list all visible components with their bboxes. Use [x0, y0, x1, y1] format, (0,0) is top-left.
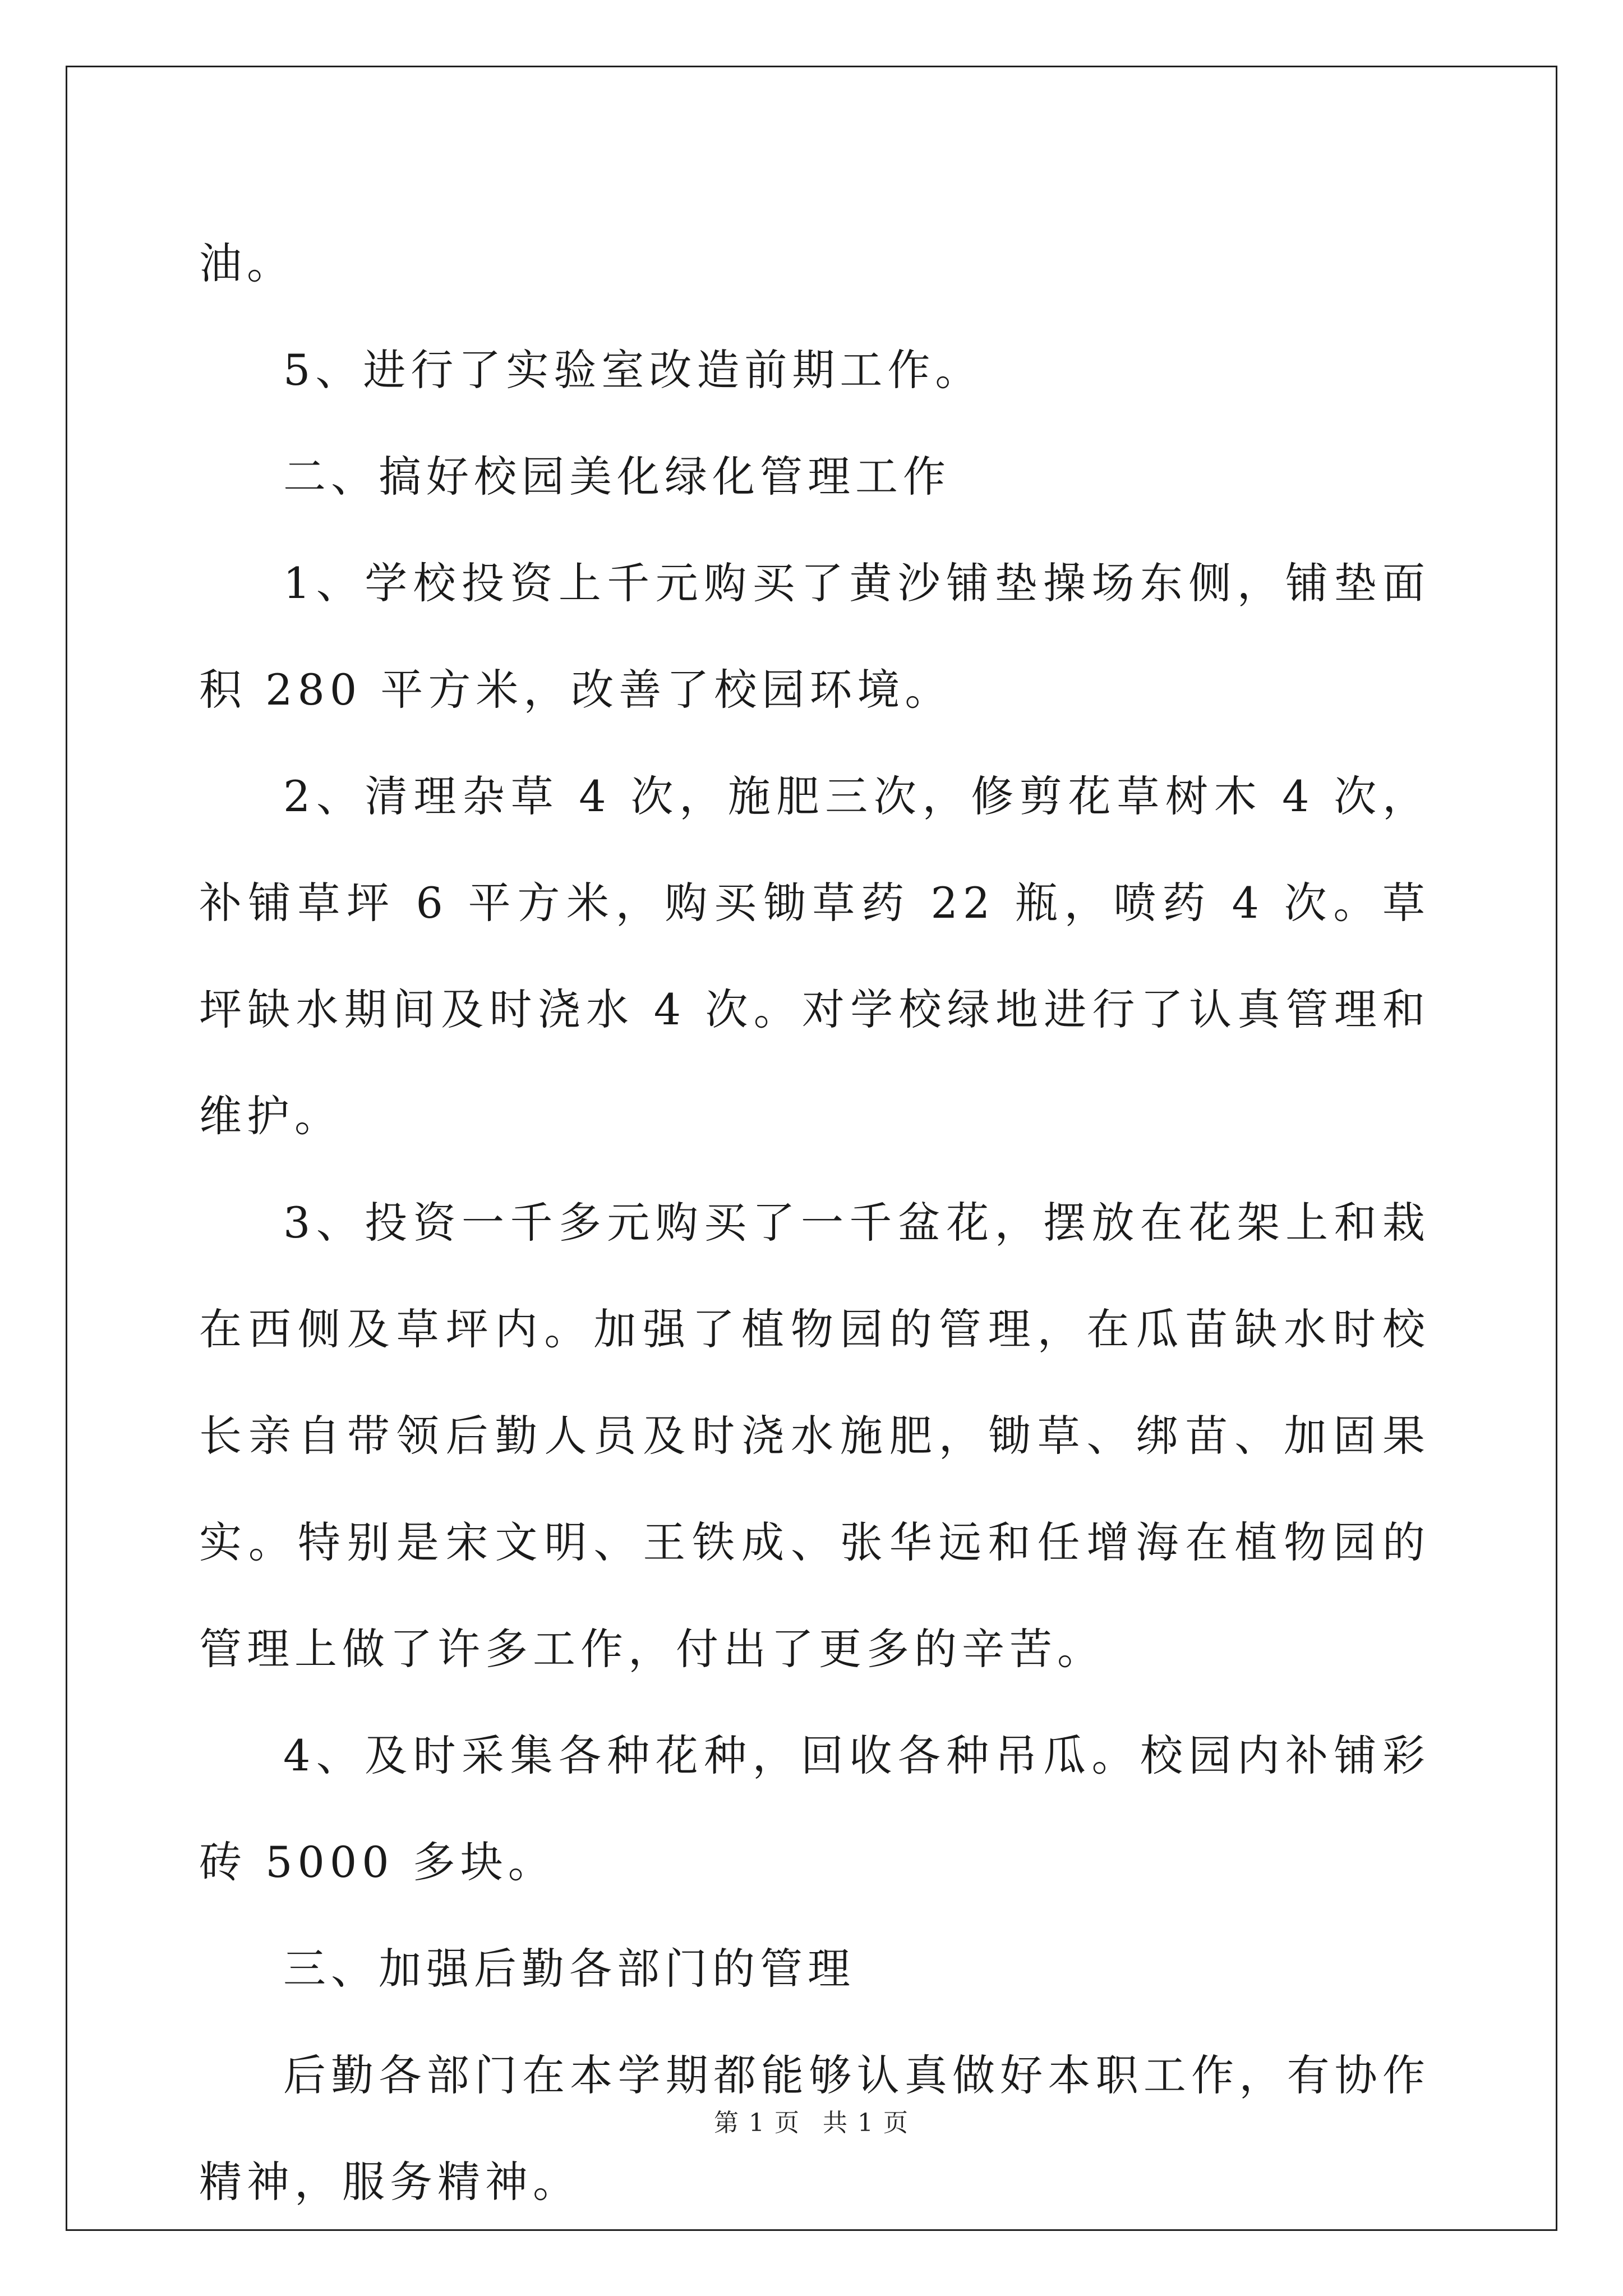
paragraph-5: 2、清理杂草 4 次，施肥三次，修剪花草树木 4 次，补铺草坪 6 平方米，购买锄草药 22 瓶，喷药 4 次。草坪缺水期间及时浇水 4 次。对学校绿地进行了认真管理和维护。	[199, 771, 1430, 1141]
document-body	[199, 210, 1430, 2235]
paragraph-9: 后勤各部门在本学期都能够认真做好本职工作，有协作精神，服务精神。	[199, 2050, 1430, 2207]
paragraph-2: 5、进行了实验室改造前期工作。	[283, 345, 983, 395]
page-number: 第 1 页	[714, 2109, 800, 2137]
section-heading-3: 三、加强后勤各部门的管理	[283, 1944, 855, 1994]
section-heading-2: 二、搞好校园美化绿化管理工作	[283, 452, 951, 501]
paragraph-6: 3、投资一千多元购买了一千盆花，摆放在花架上和栽在西侧及草坪内。加强了植物园的管理，在瓜苗缺水时校长亲自带领后勤人员及时浇水施肥，锄草、绑苗、加固果实。特别是宋文明、王铁成、张华远和任增海在植物园的管理上做了许多工作，付出了更多的辛苦。	[199, 1198, 1430, 1674]
paragraph-7: 4、及时采集各种花种，回收各种吊瓜。校园内补铺彩砖 5000 多块。	[199, 1731, 1430, 1887]
paragraph-1: 油。	[199, 238, 294, 288]
page-footer	[0, 2102, 1623, 2138]
paragraph-4: 1、学校投资上千元购买了黄沙铺垫操场东侧，铺垫面积 280 平方米，改善了校园环境。	[199, 558, 1430, 715]
page-total: 共 1 页	[823, 2109, 909, 2137]
